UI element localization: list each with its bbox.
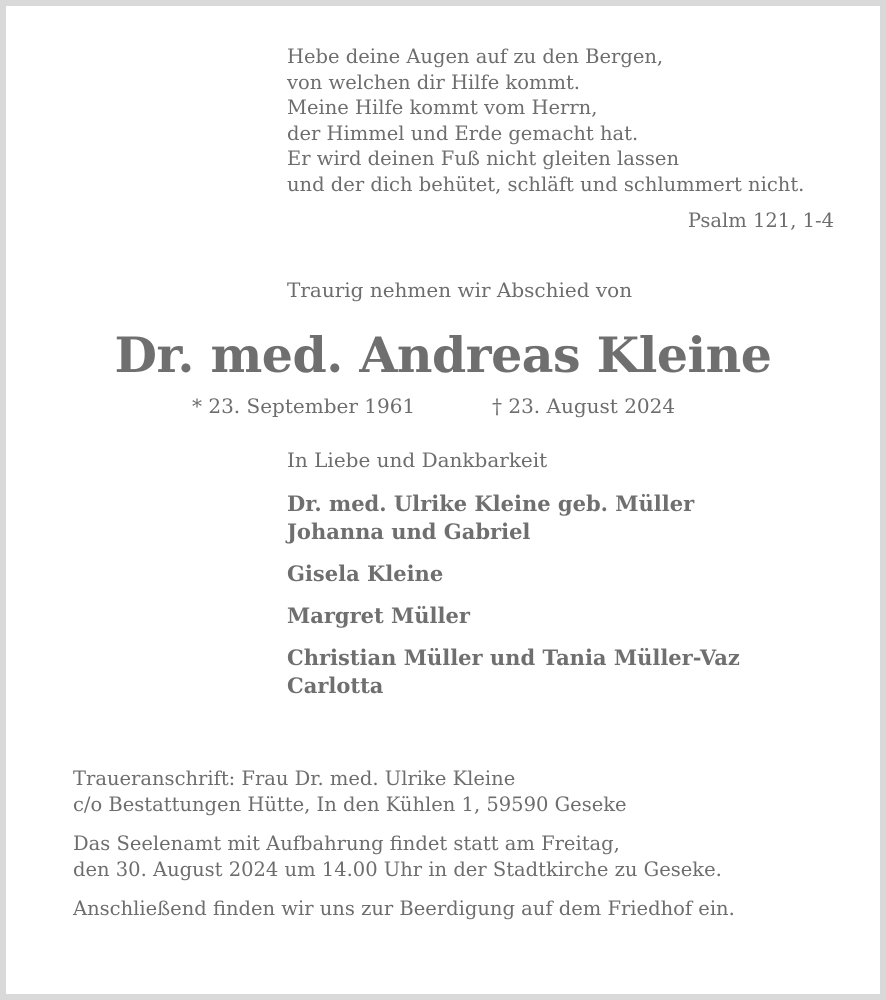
psalm-line: von welchen dir Hilfe kommt. [287, 70, 581, 94]
mourner-name: Dr. med. Ulrike Kleine geb. Müller [287, 491, 695, 516]
mourner-name: Christian Müller und Tania Müller-Vaz [287, 645, 740, 670]
psalm-line: und der dich behütet, schläft und schlummert nicht. [287, 172, 805, 196]
footer-line: Das Seelenamt mit Aufbahrung findet statt am Freitag, [73, 832, 620, 855]
birth-date: * 23. September 1961 [192, 394, 416, 418]
psalm-line: der Himmel und Erde gemacht hat. [287, 121, 639, 145]
footer-line: Anschließend finden wir uns zur Beerdigung auf dem Friedhof ein. [73, 897, 735, 920]
mourner-group [287, 644, 740, 700]
mourner-name: Carlotta [287, 673, 384, 698]
requiem-info [73, 831, 735, 883]
psalm-line: Meine Hilfe kommt vom Herrn, [287, 96, 598, 119]
mourner-name: Gisela Kleine [287, 561, 444, 586]
psalm-reference: Psalm 121, 1-4 [687, 209, 834, 232]
mourner-name: Johanna und Gabriel [287, 519, 531, 544]
mourning-address [73, 766, 735, 818]
psalm-line: Hebe deine Augen auf zu den Bergen, [287, 45, 664, 68]
mourner-group [287, 490, 740, 546]
farewell-intro: Traurig nehmen wir Abschied von [287, 278, 633, 302]
deceased-name: Dr. med. Andreas Kleine [114, 326, 772, 384]
psalm-line: Er wird deinen Fuß nicht gleiten lassen [287, 147, 680, 170]
footer-line: Traueranschrift: Frau Dr. med. Ulrike Kleine [73, 767, 516, 790]
funeral-details [73, 766, 735, 935]
mourners-intro: In Liebe und Dankbarkeit [287, 448, 548, 472]
psalm-verse [287, 44, 804, 197]
footer-line: den 30. August 2024 um 14.00 Uhr in der Stadtkirche zu Geseke. [73, 858, 722, 881]
footer-line: c/o Bestattungen Hütte, In den Kühlen 1, 59590 Geseke [73, 793, 627, 816]
mourner-group [287, 602, 740, 630]
mourner-name: Margret Müller [287, 603, 470, 628]
burial-info [73, 896, 735, 922]
mourner-group [287, 560, 740, 588]
mourners-list [287, 490, 740, 714]
death-date: † 23. August 2024 [492, 394, 676, 418]
